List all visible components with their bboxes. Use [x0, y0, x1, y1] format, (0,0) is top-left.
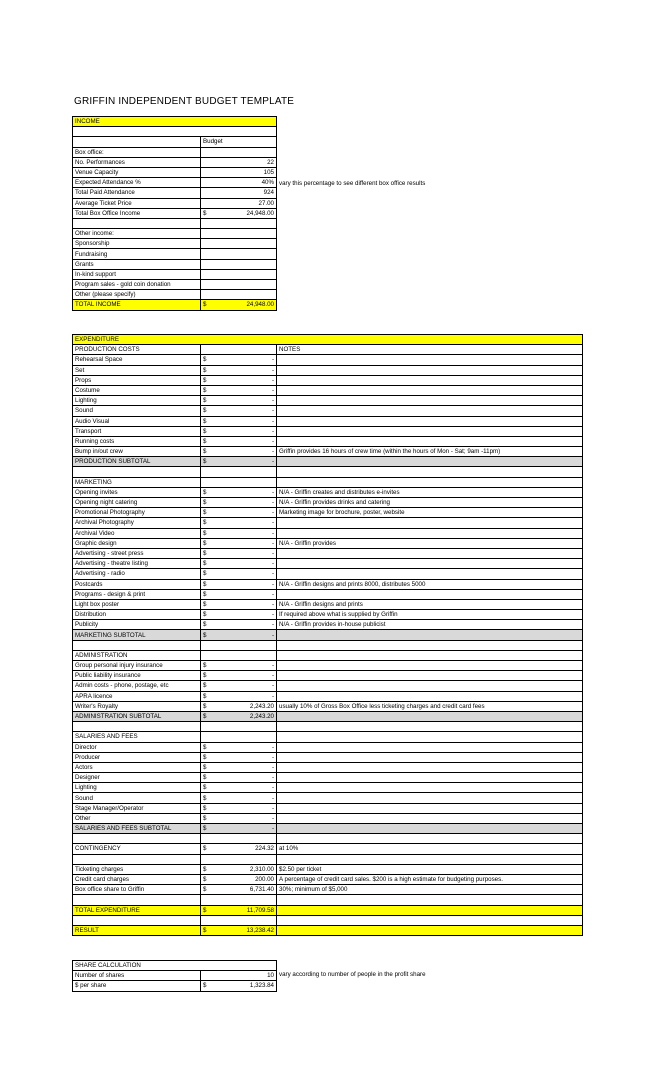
production-row-label: Props [73, 375, 201, 385]
production-row-value: $ - [201, 436, 277, 446]
other-income-label: Program sales - gold coin donation [73, 280, 201, 290]
marketing-row-value: $ - [201, 579, 277, 589]
salaries-row [73, 793, 583, 803]
salaries-subtotal-value: $ - [201, 824, 277, 834]
admin-row-note [277, 661, 583, 671]
marketing-subtotal-label: MARKETING SUBTOTAL [73, 630, 201, 640]
salaries-heading-label: SALARIES AND FEES [73, 732, 201, 742]
contingency-row [73, 844, 583, 854]
charges-row-value: $ 2,310.00 [201, 864, 277, 874]
salaries-subtotal [73, 824, 583, 834]
blank-cell [73, 915, 201, 925]
production-row-note [277, 436, 583, 446]
salaries-row-note [277, 793, 583, 803]
salaries-subtotal-label: SALARIES AND FEES SUBTOTAL [73, 824, 201, 834]
blank-cell [277, 834, 583, 844]
admin-row-label: Writer's Royalty [73, 701, 201, 711]
salaries-row-label: Stage Manager/Operator [73, 803, 201, 813]
salaries-row-value: $ - [201, 762, 277, 772]
expenditure-table [72, 334, 583, 936]
other-income-label: Other income: [73, 229, 201, 239]
production-row-note [277, 406, 583, 416]
salaries-row-value: $ - [201, 752, 277, 762]
admin-row-value: $ - [201, 691, 277, 701]
production-costs-label: PRODUCTION COSTS [73, 345, 201, 355]
total-expenditure-value: $ 11,709.58 [201, 905, 277, 915]
marketing-row-label: Opening invites [73, 487, 201, 497]
production-row-note [277, 416, 583, 426]
salaries-row [73, 773, 583, 783]
other-income-row [73, 239, 277, 249]
blank-cell [277, 895, 583, 905]
income-row-value: 924 [201, 188, 277, 198]
marketing-row-value: $ - [201, 610, 277, 620]
share-row [73, 981, 277, 991]
marketing-row-note: If required above what is supplied by Griffin [277, 610, 583, 620]
marketing-row-label: Programs - design & print [73, 589, 201, 599]
salaries-row-value: $ - [201, 793, 277, 803]
production-subtotal-value: $ - [201, 457, 277, 467]
production-row-label: Transport [73, 426, 201, 436]
blank-cell [201, 467, 277, 477]
admin-row [73, 661, 583, 671]
marketing-row [73, 569, 583, 579]
production-subtotal-note [277, 457, 583, 467]
production-row-note [277, 365, 583, 375]
production-row [73, 385, 583, 395]
admin-subtotal [73, 711, 583, 721]
blank-cell [277, 915, 583, 925]
marketing-subtotal [73, 630, 583, 640]
other-income-value [201, 259, 277, 269]
marketing-row-label: Archival Photography [73, 518, 201, 528]
charges-row-value: $ 200.00 [201, 874, 277, 884]
other-income-value [201, 290, 277, 300]
marketing-row-note [277, 528, 583, 538]
salaries-row [73, 742, 583, 752]
income-row [73, 188, 277, 198]
marketing-row [73, 498, 583, 508]
marketing-row-label: Postcards [73, 579, 201, 589]
contingency-row-value: $ 224.32 [201, 844, 277, 854]
income-row-value: 22 [201, 157, 277, 167]
marketing-row [73, 559, 583, 569]
salaries-row-note [277, 762, 583, 772]
share-header: SHARE CALCULATION [73, 961, 277, 971]
blank-cell [277, 732, 583, 742]
result-row-label: RESULT [73, 925, 201, 935]
admin-row-note [277, 681, 583, 691]
salaries-subtotal-note [277, 824, 583, 834]
production-row-note [277, 375, 583, 385]
salaries-row-value: $ - [201, 803, 277, 813]
production-row-label: Lighting [73, 396, 201, 406]
production-row-value: $ - [201, 355, 277, 365]
marketing-row-note: N/A - Griffin designs and prints 8000, distributes 5000 [277, 579, 583, 589]
income-row [73, 167, 277, 177]
other-income-label: Grants [73, 259, 201, 269]
blank-cell [277, 722, 583, 732]
production-row-value: $ - [201, 426, 277, 436]
charges-row-note: A percentage of credit card sales. $200 is a high estimate for budgeting purposes. [277, 874, 583, 884]
total-expenditure-label: TOTAL EXPENDITURE [73, 905, 201, 915]
salaries-row-value: $ - [201, 773, 277, 783]
admin-row-label: Group personal injury insurance [73, 661, 201, 671]
admin-row-label: APRA licence [73, 691, 201, 701]
salaries-row-note [277, 783, 583, 793]
production-row-note [277, 355, 583, 365]
result-row-note [277, 925, 583, 935]
marketing-row-value: $ - [201, 528, 277, 538]
marketing-row-note: N/A - Griffin provides in-house publicist [277, 620, 583, 630]
marketing-row-note: N/A - Griffin creates and distributes e-invites [277, 487, 583, 497]
other-income-row [73, 269, 277, 279]
income-row-label: Average Ticket Price [73, 198, 201, 208]
marketing-row-label: Advertising - radio [73, 569, 201, 579]
marketing-row-label: Archival Video [73, 528, 201, 538]
charges-row-note: $2.50 per ticket [277, 864, 583, 874]
blank-row [73, 722, 583, 732]
marketing-row-label: Advertising - theatre listing [73, 559, 201, 569]
salaries-row-note [277, 803, 583, 813]
marketing-row-value: $ - [201, 538, 277, 548]
marketing-row-label: Promotional Photography [73, 508, 201, 518]
share-row-value: 10 [201, 971, 277, 981]
total-income-value: $ 24,948.00 [201, 300, 277, 310]
contingency-row-label: CONTINGENCY [73, 844, 201, 854]
result-row [73, 925, 583, 935]
marketing-heading [73, 477, 583, 487]
salaries-row-value: $ - [201, 742, 277, 752]
marketing-row-label: Light box poster [73, 599, 201, 609]
marketing-row-note: Marketing image for brochure, poster, website [277, 508, 583, 518]
admin-subtotal-value: $ 2,243.20 [201, 711, 277, 721]
budget-label: Budget [201, 137, 277, 147]
admin-row [73, 681, 583, 691]
marketing-row [73, 610, 583, 620]
marketing-row-value: $ - [201, 589, 277, 599]
other-income-row [73, 280, 277, 290]
charges-row-label: Ticketing charges [73, 864, 201, 874]
blank-cell [201, 477, 277, 487]
blank-cell [277, 467, 583, 477]
marketing-subtotal-value: $ - [201, 630, 277, 640]
income-table [72, 116, 277, 311]
blank-cell [201, 722, 277, 732]
other-income-label: In-kind support [73, 269, 201, 279]
blank-cell [73, 467, 201, 477]
marketing-row-note [277, 518, 583, 528]
share-row [73, 971, 277, 981]
production-row [73, 436, 583, 446]
salaries-heading [73, 732, 583, 742]
production-subtotal [73, 457, 583, 467]
income-row-label: Expected Attendance % [73, 178, 201, 188]
marketing-row [73, 518, 583, 528]
production-row-value: $ - [201, 375, 277, 385]
marketing-row-note [277, 548, 583, 558]
salaries-row-value: $ - [201, 813, 277, 823]
marketing-row-note [277, 559, 583, 569]
blank-cell [73, 722, 201, 732]
production-row [73, 365, 583, 375]
blank-cell [201, 732, 277, 742]
other-income-label: Fundraising [73, 249, 201, 259]
blank-row [73, 467, 583, 477]
salaries-row-note [277, 813, 583, 823]
marketing-subtotal-note [277, 630, 583, 640]
admin-subtotal-note [277, 711, 583, 721]
share-row-value: $ 1,323.84 [201, 981, 277, 991]
admin-row-value: $ - [201, 681, 277, 691]
salaries-row-value: $ - [201, 783, 277, 793]
production-row-label: Audio Visual [73, 416, 201, 426]
marketing-row-note [277, 569, 583, 579]
total-expenditure-note [277, 905, 583, 915]
result-row-value: $ 13,238.42 [201, 925, 277, 935]
blank-cell [73, 895, 201, 905]
total-box-office-label: Total Box Office Income [73, 208, 201, 218]
marketing-row-value: $ - [201, 487, 277, 497]
marketing-row-note [277, 589, 583, 599]
marketing-row-note: N/A - Griffin provides drinks and catering [277, 498, 583, 508]
marketing-row [73, 528, 583, 538]
production-row [73, 447, 583, 457]
blank-cell [201, 895, 277, 905]
attendance-note: vary this percentage to see different box office results [279, 180, 426, 187]
production-row-value: $ - [201, 365, 277, 375]
production-row-value: $ - [201, 385, 277, 395]
production-row-label: Rehearsal Space [73, 355, 201, 365]
marketing-row-value: $ - [201, 620, 277, 630]
blank-cell [201, 834, 277, 844]
total-box-office-value: $ 24,948.00 [201, 208, 277, 218]
share-table [72, 960, 277, 992]
marketing-row [73, 538, 583, 548]
salaries-row-label: Producer [73, 752, 201, 762]
marketing-row-value: $ - [201, 569, 277, 579]
marketing-row-value: $ - [201, 599, 277, 609]
marketing-row [73, 548, 583, 558]
production-row [73, 406, 583, 416]
marketing-row-note: N/A - Griffin designs and prints [277, 599, 583, 609]
charges-row-value: $ 6,731.40 [201, 885, 277, 895]
admin-row-note [277, 691, 583, 701]
admin-row [73, 701, 583, 711]
salaries-row [73, 813, 583, 823]
admin-heading [73, 650, 583, 660]
marketing-row-label: Advertising - street press [73, 548, 201, 558]
contingency-row-note: at 10% [277, 844, 583, 854]
income-row [73, 198, 277, 208]
marketing-row-label: Opening night catering [73, 498, 201, 508]
production-row-note [277, 385, 583, 395]
blank-cell [277, 477, 583, 487]
blank-cell [277, 854, 583, 864]
total-expenditure [73, 905, 583, 915]
charges-row [73, 864, 583, 874]
salaries-row-note [277, 773, 583, 783]
income-row-label: Total Paid Attendance [73, 188, 201, 198]
income-header: INCOME [73, 117, 277, 127]
admin-row-label: Public liability insurance [73, 671, 201, 681]
blank-row [73, 834, 583, 844]
salaries-row-label: Director [73, 742, 201, 752]
blank-cell [277, 640, 583, 650]
production-row [73, 375, 583, 385]
income-row [73, 178, 277, 188]
income-row-value: 105 [201, 167, 277, 177]
marketing-row-note: N/A - Griffin provides [277, 538, 583, 548]
salaries-row [73, 762, 583, 772]
charges-row-label: Box office share to Griffin [73, 885, 201, 895]
marketing-row-value: $ - [201, 498, 277, 508]
production-subtotal-label: PRODUCTION SUBTOTAL [73, 457, 201, 467]
blank-cell [201, 854, 277, 864]
blank-cell [73, 854, 201, 864]
marketing-row-label: Graphic design [73, 538, 201, 548]
marketing-heading-label: MARKETING [73, 477, 201, 487]
production-row [73, 355, 583, 365]
production-row-note [277, 426, 583, 436]
box-office-label: Box office: [73, 147, 201, 157]
share-row-label: Number of shares [73, 971, 201, 981]
production-row-note [277, 396, 583, 406]
charges-row-label: Credit card charges [73, 874, 201, 884]
admin-row-value: $ - [201, 661, 277, 671]
admin-row-note: usually 10% of Gross Box Office less ticketing charges and credit card fees [277, 701, 583, 711]
total-income-label: TOTAL INCOME [73, 300, 201, 310]
production-row [73, 416, 583, 426]
admin-row [73, 671, 583, 681]
salaries-row-label: Sound [73, 793, 201, 803]
income-row-label: Venue Capacity [73, 167, 201, 177]
salaries-row [73, 752, 583, 762]
blank-cell [201, 650, 277, 660]
production-row-label: Running costs [73, 436, 201, 446]
charges-row [73, 874, 583, 884]
blank-cell [201, 640, 277, 650]
production-row-label: Set [73, 365, 201, 375]
marketing-row-value: $ - [201, 559, 277, 569]
blank-cell [73, 640, 201, 650]
charges-row [73, 885, 583, 895]
blank-cell [277, 650, 583, 660]
production-row-value: $ - [201, 406, 277, 416]
marketing-row [73, 599, 583, 609]
blank-row [73, 895, 583, 905]
other-income-value [201, 249, 277, 259]
admin-row-note [277, 671, 583, 681]
other-income-value [201, 280, 277, 290]
income-row-value: 27.00 [201, 198, 277, 208]
blank-row [73, 854, 583, 864]
production-row-label: Bump in/out crew [73, 447, 201, 457]
production-row [73, 426, 583, 436]
marketing-row-label: Publicity [73, 620, 201, 630]
notes-label: NOTES [277, 345, 583, 355]
admin-subtotal-label: ADMINISTRATION SUBTOTAL [73, 711, 201, 721]
other-income-row [73, 259, 277, 269]
salaries-row-label: Designer [73, 773, 201, 783]
production-row-note: Griffin provides 16 hours of crew time (within the hours of Mon - Sat; 9am -11pm) [277, 447, 583, 457]
salaries-row-note [277, 742, 583, 752]
income-row-label: No. Performances [73, 157, 201, 167]
marketing-row [73, 508, 583, 518]
admin-heading-label: ADMINISTRATION [73, 650, 201, 660]
other-income-value [201, 269, 277, 279]
charges-row-note: 30%; minimum of $5,000 [277, 885, 583, 895]
salaries-row-note [277, 752, 583, 762]
marketing-row-label: Distribution [73, 610, 201, 620]
marketing-row [73, 487, 583, 497]
marketing-row-value: $ - [201, 508, 277, 518]
admin-row-value: $ 2,243.20 [201, 701, 277, 711]
production-row-label: Sound [73, 406, 201, 416]
salaries-row [73, 783, 583, 793]
share-row-label: $ per share [73, 981, 201, 991]
other-income-value [201, 239, 277, 249]
other-income-row [73, 249, 277, 259]
salaries-row [73, 803, 583, 813]
page-title: GRIFFIN INDEPENDENT BUDGET TEMPLATE [74, 96, 295, 107]
blank-row [73, 915, 583, 925]
salaries-row-label: Lighting [73, 783, 201, 793]
other-income-label: Sponsorship [73, 239, 201, 249]
salaries-row-label: Actors [73, 762, 201, 772]
production-row-label: Costume [73, 385, 201, 395]
marketing-row-value: $ - [201, 548, 277, 558]
other-income-row [73, 290, 277, 300]
blank-row [73, 640, 583, 650]
production-row [73, 396, 583, 406]
admin-row [73, 691, 583, 701]
production-row-value: $ - [201, 416, 277, 426]
income-row [73, 157, 277, 167]
marketing-row [73, 579, 583, 589]
production-row-value: $ - [201, 396, 277, 406]
shares-note: vary according to number of people in the profit share [279, 971, 426, 978]
blank-cell [201, 915, 277, 925]
marketing-row [73, 589, 583, 599]
salaries-row-label: Other [73, 813, 201, 823]
blank-cell [73, 834, 201, 844]
marketing-row [73, 620, 583, 630]
expenditure-header: EXPENDITURE [73, 335, 583, 345]
marketing-row-value: $ - [201, 518, 277, 528]
production-row-value: $ - [201, 447, 277, 457]
admin-row-label: Admin costs - phone, postage, etc [73, 681, 201, 691]
income-row-value: 40% [201, 178, 277, 188]
other-income-label: Other (please specify) [73, 290, 201, 300]
admin-row-value: $ - [201, 671, 277, 681]
